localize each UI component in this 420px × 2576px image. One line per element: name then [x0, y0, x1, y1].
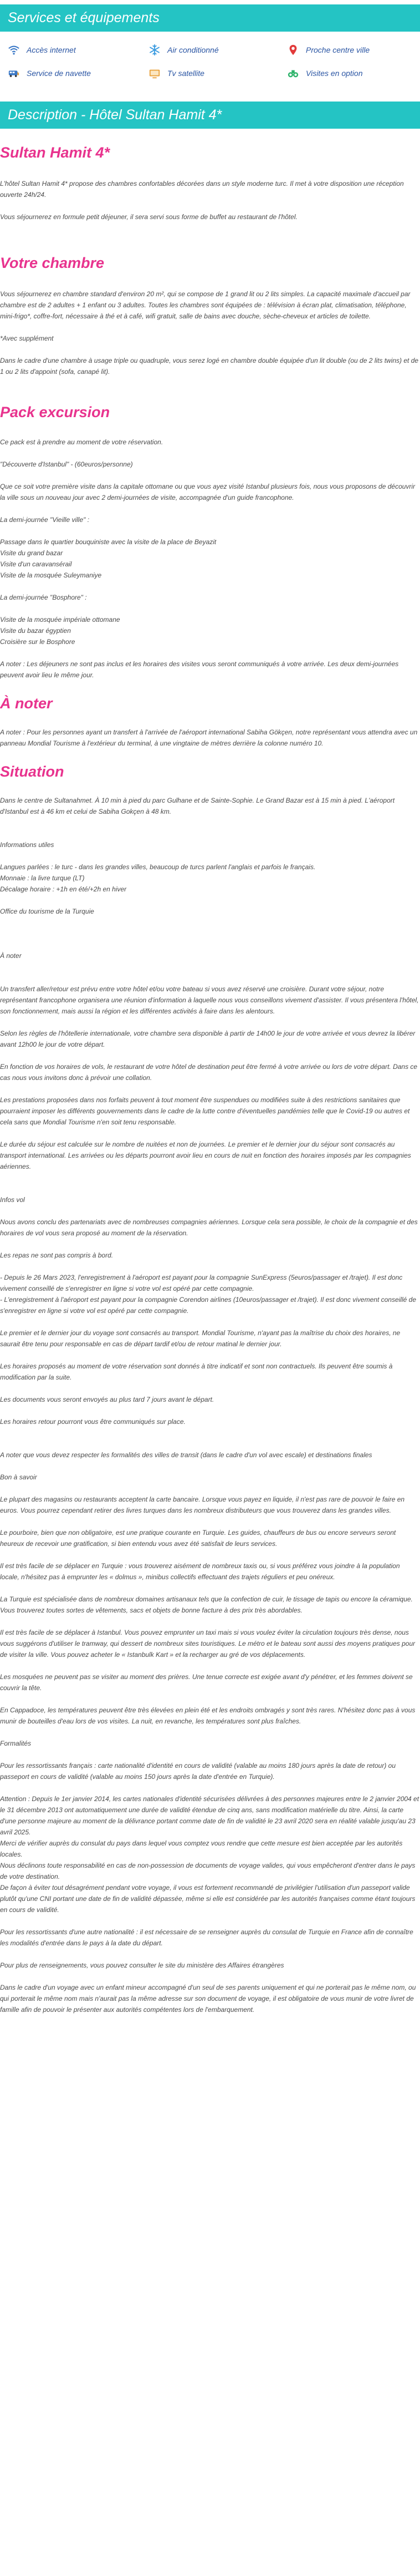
list-line: Passage dans le quartier bouquiniste avec la visite de la place de Beyazit — [0, 538, 217, 546]
paragraph: "Découverte d'Istanbul" - (60euros/personne) — [0, 460, 133, 468]
paragraph: Pour les ressortissants français : carte nationalité d'identité en cours de validité (valable au moins 180 jours après la date de retour) ou passeport en cours de validité (valable au moins 150 jours après la date d'entrée en Turquie). — [0, 1762, 396, 1781]
paragraph: Selon les règles de l'hôtellerie internationale, votre chambre sera disponible à partir de 14h00 le jour de votre arrivée et vous devrez la libérer avant 12h00 le jour de votre départ. — [0, 1030, 416, 1048]
paragraph: Vous séjournerez en formule petit déjeuner, il sera servi sous forme de buffet au restaurant de l'hôtel. — [0, 213, 298, 221]
paragraph: *Avec supplément — [0, 334, 54, 342]
feature-visits — [279, 67, 420, 79]
list-line: De façon à éviter tout désagrément pendant votre voyage, il vous est fortement recommandé de privilégier l'utilisation d'un passeport valide plutôt qu'une CNI portant une date de fin de validité dépassée, même si elle est considérée par les autorités françaises comme étant toujours en cours de validité. — [0, 1884, 416, 1914]
a-noter-heading: À noter — [0, 952, 22, 960]
feature-label: Service de navette — [27, 69, 91, 78]
tv-icon — [148, 67, 161, 79]
bon-a-savoir-heading: Bon à savoir — [0, 1473, 37, 1481]
wifi-icon — [8, 44, 20, 56]
list-line: Attention : Depuis le 1er janvier 2014, les cartes nationales d'identité sécurisées délivrées à des personnes majeures entre le 2 janvier 2004 et le 31 décembre 2013 ont automatiquement une durée de validité étendue de cinq ans, sans modification matérielle du titre. Ainsi, la carte d'une personne majeure au moment de la délivrance portant comme date de fin de validité le 23 avril 2020 sera en réalité valable jusqu'au 23 avril 2025. — [0, 1795, 419, 1836]
feature-label: Visites en option — [306, 69, 363, 78]
list-line: - Depuis le 26 Mars 2023, l'enregistrement à l'aéroport est payant pour la compagnie SunExpress (5euros/passager et /trajet). Il est donc vivement conseillé de s'enregistrer en ligne si votre vol est opéré par cette compagnie. — [0, 1274, 403, 1292]
paragraph: Les horaires proposés au moment de votre réservation sont donnés à titre indicatif et sont non contractuels. Ils peuvent être soumis à modification par la suite. — [0, 1362, 393, 1381]
list-line: Croisière sur le Bosphore — [0, 638, 75, 646]
paragraph: Dans le cadre d'une chambre à usage triple ou quadruple, vous serez logé en chambre double équipée d'un lit double (ou de 2 lits twins) et de 1 ou 2 lits d'appoint (sofa, canapé lit). — [0, 357, 419, 376]
list-line: Merci de vérifier auprès du consulat du pays dans lequel vous comptez vous rendre que cette mesure est bien acceptée par les autorités locales. — [0, 1839, 403, 1858]
paragraph: Les mosquées ne peuvent pas se visiter au moment des prières. Une tenue correcte est exigée avant d'y pénétrer, et les femmes doivent se couvrir la tête. — [0, 1673, 413, 1692]
room-heading: Votre chambre — [0, 255, 105, 271]
list-line: Visite du grand bazar — [0, 549, 63, 557]
list-line: Nous déclinons toute responsabilité en cas de non-possession de documents de voyage valides, qui vous empêcheront d'entrer dans le pays de votre destination. — [0, 1862, 416, 1880]
feature-aircon — [141, 44, 279, 56]
paragraph: A noter que vous devez respecter les formalités des villes de transit (dans le cadre d'un vol avec escale) et destinations finales — [0, 1451, 372, 1459]
list-line: Visite de la mosquée impériale ottomane — [0, 616, 120, 623]
situation-heading: Situation — [0, 763, 64, 780]
services-title: Services et équipements — [0, 4, 420, 32]
formalites-heading: Formalités — [0, 1740, 32, 1747]
paragraph: Les documents vous seront envoyés au plus tard 7 jours avant le départ. — [0, 1396, 214, 1403]
snowflake-icon — [148, 44, 161, 56]
pack-heading: Pack excursion — [0, 404, 110, 420]
infos-vol-heading: Infos vol — [0, 1196, 25, 1204]
list-line: Visite de la mosquée Suleymaniye — [0, 571, 102, 579]
paragraph: La Turquie est spécialisée dans de nombreux domaines artisanaux tels que la confection de cuir, le tissage de tapis ou encore la céramique. Vous trouverez toutes sortes de vêtements, sacs et objets de bonne facture à des prix très abordables. — [0, 1595, 413, 1614]
paragraph: Les prestations proposées dans nos forfaits peuvent à tout moment être suspendues ou modifiées suite à des restrictions sanitaires que pourraient imposer les différents gouvernements dans le cadre de la lutte contre d'éventuelles pandémies telle que le Covid-19 ou autres et cela sans que Mondial Tourisme n'en soit tenu responsable. — [0, 1096, 410, 1126]
feature-shuttle — [0, 67, 141, 79]
feature-tv — [141, 67, 279, 79]
list-line: Langues parlées : le turc - dans les grandes villes, beaucoup de turcs parlent l'anglais et parfois le français. — [0, 863, 316, 871]
paragraph: Il est très facile de se déplacer en Turquie : vous trouverez aisément de nombreux taxis ou, si vous préférez vous joindre à la population locale, n'hésitez pas à emprunter les « dolmus », minibus collectifs effectuant des trajets réguliers et peu onéreux. — [0, 1562, 400, 1581]
paragraph: Que ce soit votre première visite dans la capitale ottomane ou que vous ayez visité Istanbul plusieurs fois, nous vous proposons de découvrir la ville sous un nouveau jour avec 2 demi-journées de visite, accompagnée d'un guide francophone. — [0, 483, 416, 501]
paragraph: Vous séjournerez en chambre standard d'environ 20 m², qui se compose de 1 grand lit ou 2 lits simples. La capacité maximale d'accueil par chambre est de 2 adultes + 1 enfant ou 3 adultes. Toutes les chambres sont équipées de : télévision à écran plat, climatisation, téléphone, mini-frigo*, coffre-fort, nécessaire à thé et à café, wifi gratuit, salle de bains avec douche, sèche-cheveux et articles de toilette. — [0, 290, 411, 320]
feature-city — [279, 44, 420, 56]
paragraph: Les horaires retour pourront vous être communiqués sur place. — [0, 1418, 186, 1426]
paragraph: Les repas ne sont pas compris à bord. — [0, 1251, 114, 1259]
feature-label: Tv satellite — [167, 69, 204, 78]
list-line: - L'enregistrement à l'aéroport est payant pour la compagnie Corendon airlines (10euros/passager et /trajet). Il est donc vivement conseillé de s'enregistrer en ligne si votre vol est opéré par cette compagnie. — [0, 1296, 416, 1315]
paragraph: Le durée du séjour est calculée sur le nombre de nuitées et non de journées. Le premier et le dernier jour du séjour sont consacrés au transport international. Les arrivées ou les départs pourront avoir lieu en cours de nuit en fonction des horaires imposés par les compagnies aériennes. — [0, 1140, 411, 1170]
paragraph: L'hôtel Sultan Hamit 4* propose des chambres confortables décorées dans un style moderne turc. Il met à votre disposition une réception ouverte 24h/24. — [0, 180, 404, 199]
paragraph: Le plupart des magasins ou restaurants acceptent la carte bancaire. Lorsque vous payez en liquide, il n'est pas rare de pouvoir le faire en euros. Vous pourrez cependant retirer des livres turques dans les nombreux distributeurs que vous trouverez dans les grandes villes. — [0, 1495, 405, 1514]
paragraph: Ce pack est à prendre au moment de votre réservation. — [0, 438, 163, 446]
list-line: Visite du bazar égyptien — [0, 627, 71, 635]
paragraph: Le premier et le dernier jour du voyage sont consacrés au transport. Mondial Tourisme, n'ayant pas la maîtrise du choix des horaires, ne saurait être tenu pour responsable en cas de départ tardif et/ou de retour matinal le dernier jour. — [0, 1329, 401, 1348]
office-link[interactable]: Office du tourisme de la Turquie — [0, 907, 94, 915]
binoculars-icon — [287, 67, 299, 79]
paragraph: Nous avons conclu des partenariats avec de nombreuses compagnies aériennes. Lorsque cela sera possible, le choix de la compagnie et des horaires de vol vous sera proposé au moment de la réservation. — [0, 1218, 418, 1237]
shuttle-icon — [8, 67, 20, 79]
list-line: Décalage horaire : +1h en été/+2h en hiver — [0, 885, 127, 893]
feature-label: Proche centre ville — [306, 45, 370, 54]
paragraph: A noter : Pour les personnes ayant un transfert à l'arrivée de l'aéroport international Sabiha Gökçen, notre représentant vous attendra avec un panneau Mondial Tourisme à l'extérieur du terminal, à une vingtaine de mètres derrière la colonne numéro 10. — [0, 728, 418, 747]
paragraph: Un transfert aller/retour est prévu entre votre hôtel et/ou votre bateau si vous avez réservé une croisière. Durant votre séjour, notre représentant francophone organisera une réunion d'information à laquelle nous vous conseillons vivement d'assister. Il vous présentera l'hôtel, son fonctionnement, mais aussi la région et les différentes activités à faire dans les alentours. — [0, 985, 419, 1015]
paragraph: Dans le cadre d'un voyage avec un enfant mineur accompagné d'un seul de ses parents uniquement et qui ne porterait pas le même nom, ou qui porterait le même nom mais n'aurait pas la même adresse sur son document de voyage, il est obligatoire de vous munir de votre livret de famille afin de pouvoir le présenter aux autorités compétentes lors de l'embarquement. — [0, 1984, 416, 2014]
paragraph: La demi-journée "Bosphore" : — [0, 594, 87, 601]
paragraph: La demi-journée "Vieille ville" : — [0, 516, 90, 524]
feature-label: Air conditionné — [167, 45, 219, 54]
paragraph: Pour les ressortissants d'une autre nationalité : il est nécessaire de se renseigner auprès du consulat de Turquie en France afin de connaître les modalités d'entrée dans le pays à la date du départ. — [0, 1928, 413, 1947]
features-grid — [0, 32, 420, 79]
paragraph: Le pourboire, bien que non obligatoire, est une pratique courante en Turquie. Les guides, chauffeurs de bus ou encore serveurs seront heureux de recevoir une gratification, si bien entendu vous avez été satisfait de leurs services. — [0, 1529, 396, 1548]
info-heading: Informations utiles — [0, 841, 54, 849]
paragraph: A noter : Les déjeuners ne sont pas inclus et les horaires des visites vous seront communiqués à votre arrivée. Les deux demi-journées peuvent avoir lieu le même jour. — [0, 660, 399, 679]
feature-internet — [0, 44, 141, 56]
list-line: Monnaie : la livre turque (LT) — [0, 874, 85, 882]
feature-label: Accès internet — [27, 45, 76, 54]
hotel-heading: Sultan Hamit 4* — [0, 144, 110, 161]
list-line: Visite d'un caravansérail — [0, 560, 72, 568]
foreign-affairs-link[interactable]: Pour plus de renseignements, vous pouvez consulter le site du ministère des Affaires étrangères — [0, 1961, 284, 1969]
description-title: Description - Hôtel Sultan Hamit 4* — [0, 102, 420, 129]
note-heading: À noter — [0, 695, 53, 712]
paragraph: En Cappadoce, les températures peuvent être très élevées en plein été et les endroits ombragés y sont très rares. N'hésitez donc pas à vous munir de bouteilles d'eau lors de vos visites. La nuit, en revanche, les températures sont plus fraîches. — [0, 1706, 416, 1725]
paragraph: Il est très facile de se déplacer à Istanbul. Vous pouvez emprunter un taxi mais si vous voulez éviter la circulation toujours très dense, nous vous suggérons d'utiliser le tramway, qui dessert de nombreux sites touristiques. Le métro et le bateau sont aussi des moyens pratiques pour de visiter la ville. Vous pouvez acheter le « Istanbulk Kart » et la recharger au gré de vos déplacements. — [0, 1629, 416, 1659]
paragraph: Dans le centre de Sultanahmet. À 10 min à pied du parc Gulhane et de Sainte-Sophie. Le Grand Bazar est à 15 min à pied. L'aéroport d'Istanbul est à 46 km et celui de Sabiha Gokçen à 48 km. — [0, 797, 395, 815]
city-icon — [287, 44, 299, 56]
description-content — [0, 129, 420, 2015]
paragraph: En fonction de vos horaires de vols, le restaurant de votre hôtel de destination peut être fermé à votre arrivée ou lors de votre départ. Dans ce cas nous vous invitons donc à prévoir une collation. — [0, 1063, 418, 1082]
